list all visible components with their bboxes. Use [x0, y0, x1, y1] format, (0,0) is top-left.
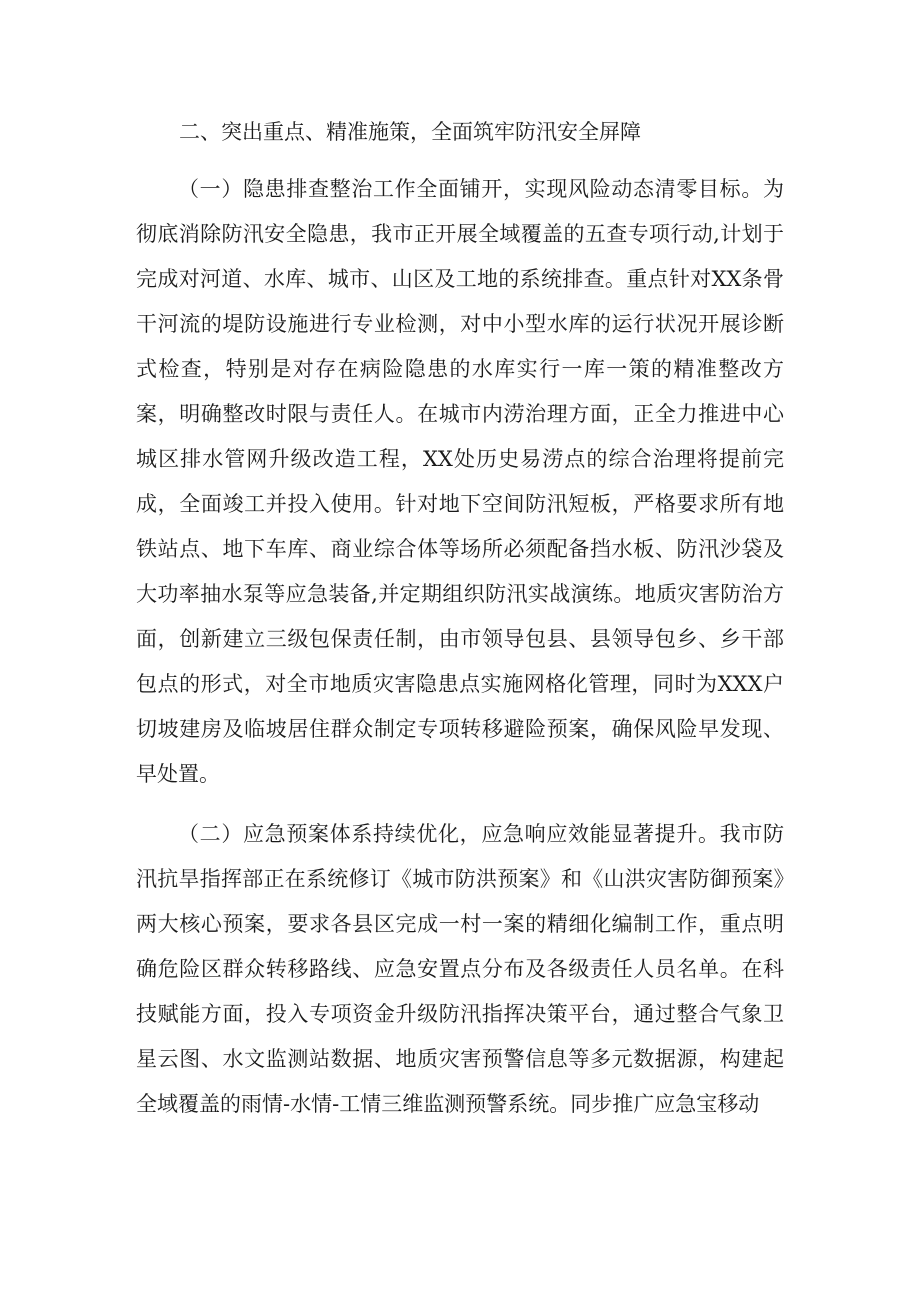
- section-heading: 二、突出重点、精准施策，全面筑牢防汛安全屏障: [179, 120, 641, 144]
- paragraph-emergency-plan: （二）应急预案体系持续优化，应急响应效能显著提升。我市防汛抗旱指挥部正在系统修订《城市防洪预案》和《山洪灾害防御预案》两大核心预案，要求各县区完成一村一案的精细化编制工作，重点明确危险区群众转移路线、应急安置点分布及各级责任人员名单。在科技赋能方面，投入专项资金升级防汛指挥决策平台，通过整合气象卫星云图、水文监测站数据、地质灾害预警信息等多元数据源，构建起全域覆盖的雨情-水情-工情三维监测预警系统。同步推广应急宝移动: [136, 822, 784, 1116]
- paragraph-hazard-inspection: （一）隐患排查整治工作全面铺开，实现风险动态清零目标。为彻底消除防汛安全隐患，我市正开展全域覆盖的五查专项行动,计划于完成对河道、水库、城市、山区及工地的系统排查。重点针对XX条骨干河流的堤防设施进行专业检测，对中小型水库的运行状况开展诊断式检查，特别是对存在病险隐患的水库实行一库一策的精准整改方案，明确整改时限与责任人。在城市内涝治理方面，正全力推进中心城区排水管网升级改造工程，XX处历史易涝点的综合治理将提前完成，全面竣工并投入使用。针对地下空间防汛短板，严格要求所有地铁站点、地下车库、商业综合体等场所必须配备挡水板、防汛沙袋及大功率抽水泵等应急装备,并定期组织防汛实战演练。地质灾害防治方面，创新建立三级包保责任制，由市领导包县、县领导包乡、乡干部包点的形式，对全市地质灾害隐患点实施网格化管理，同时为XXX户切坡建房及临坡居住群众制定专项转移避险预案，确保风险早发现、早处置。: [136, 177, 784, 786]
- document-body: [136, 112, 784, 1127]
